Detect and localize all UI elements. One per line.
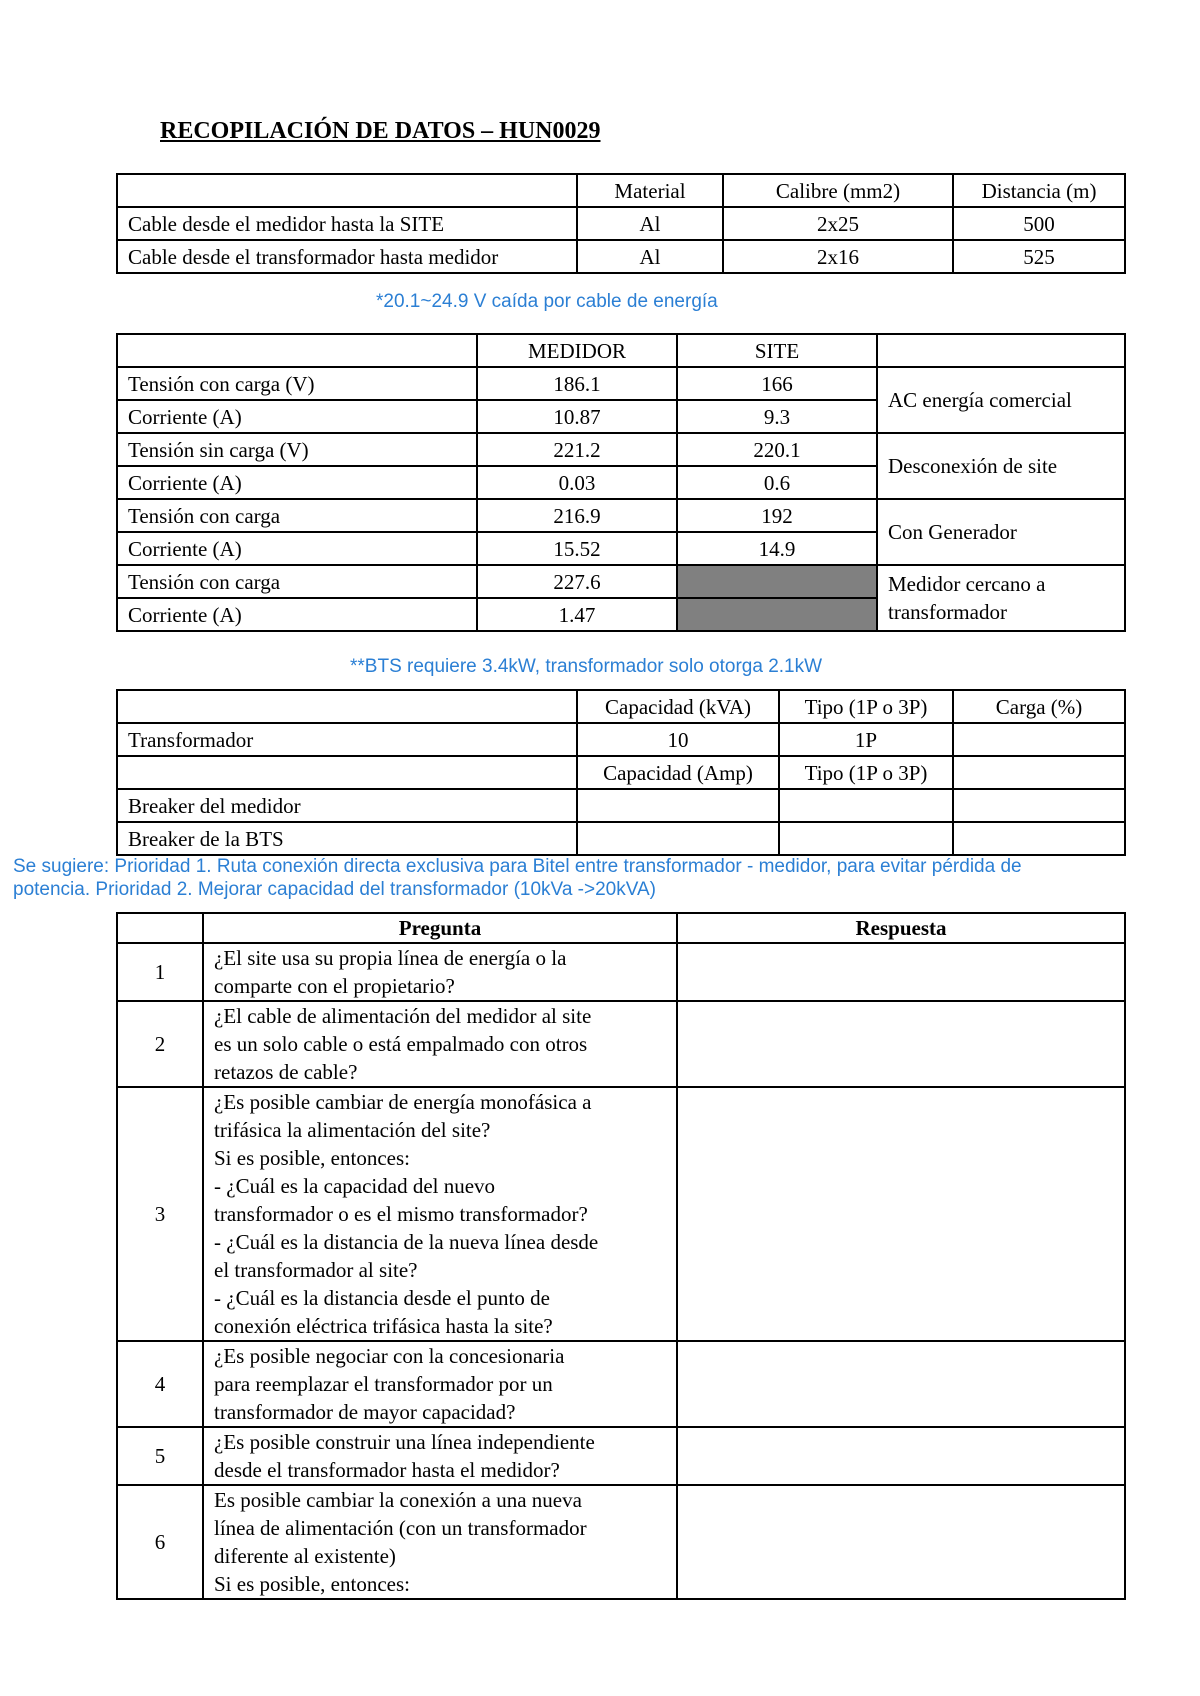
measurement-site-shaded-cell (677, 565, 877, 598)
question-text (203, 1427, 677, 1485)
question-line: línea de alimentación (con un transformador (214, 1516, 587, 1540)
breaker-row (117, 822, 1125, 855)
measurement-row (117, 499, 1125, 532)
measurement-medidor-value: 10.87 (477, 400, 677, 433)
cable-row-distancia: 500 (953, 207, 1125, 240)
breaker-blank (953, 822, 1125, 855)
question-line: ¿Es posible cambiar de energía monofásica a (214, 1090, 592, 1114)
measurement-medidor-value: 0.03 (477, 466, 677, 499)
measurement-row (117, 367, 1125, 400)
question-line: Si es posible, entonces: (214, 1572, 410, 1596)
measurement-header-blank-right (877, 334, 1125, 367)
question-row (117, 943, 1125, 1001)
measurement-medidor-value: 227.6 (477, 565, 677, 598)
breaker-header-blank (117, 756, 577, 789)
measurement-medidor-value: 1.47 (477, 598, 677, 631)
measurement-site-value: 192 (677, 499, 877, 532)
question-text (203, 943, 677, 1001)
measurement-header-blank (117, 334, 477, 367)
question-text (203, 1485, 677, 1599)
transformer-header-row (117, 690, 1125, 723)
question-line: - ¿Cuál es la capacidad del nuevo (214, 1174, 496, 1198)
transformer-carga-value (953, 723, 1125, 756)
question-number: 6 (117, 1485, 203, 1599)
measurement-medidor-value: 221.2 (477, 433, 677, 466)
question-line: ¿Es posible negociar con la concesionaria (214, 1344, 565, 1368)
transformer-header-carga: Carga (%) (953, 690, 1125, 723)
cable-row-label: Cable desde el medidor hasta la SITE (117, 207, 577, 240)
cable-row-distancia: 525 (953, 240, 1125, 273)
measurement-label: Tensión con carga (V) (117, 367, 477, 400)
measurement-row (117, 565, 1125, 598)
measurement-site-value: 166 (677, 367, 877, 400)
question-number: 5 (117, 1427, 203, 1485)
question-row (117, 1001, 1125, 1087)
breaker-label: Breaker de la BTS (117, 822, 577, 855)
question-header-number (117, 913, 203, 943)
cable-table (116, 173, 1126, 274)
cable-row-material: Al (577, 240, 723, 273)
measurement-header-medidor: MEDIDOR (477, 334, 677, 367)
measurement-label: Tensión con carga (117, 565, 477, 598)
measurement-label: Tensión con carga (117, 499, 477, 532)
measurement-medidor-value: 15.52 (477, 532, 677, 565)
breaker-row (117, 789, 1125, 822)
breaker-header-capacidad: Capacidad (Amp) (577, 756, 779, 789)
question-header-respuesta: Respuesta (677, 913, 1125, 943)
cable-row-label: Cable desde el transformador hasta medidor (117, 240, 577, 273)
page-title: RECOPILACIÓN DE DATOS – HUN0029 (160, 118, 601, 144)
transformer-capacidad-value: 10 (577, 723, 779, 756)
answer-cell (677, 1341, 1125, 1427)
measurement-site-shaded-cell (677, 598, 877, 631)
question-text (203, 1001, 677, 1087)
cable-row (117, 207, 1125, 240)
measurement-site-value: 14.9 (677, 532, 877, 565)
answer-cell (677, 1087, 1125, 1341)
question-line: retazos de cable? (214, 1060, 358, 1084)
bts-power-note: **BTS requiere 3.4kW, transformador solo otorga 2.1kW (350, 656, 823, 677)
question-line: ¿El cable de alimentación del medidor al site (214, 1004, 592, 1028)
question-line: comparte con el propietario? (214, 974, 455, 998)
question-line: Es posible cambiar la conexión a una nueva (214, 1488, 582, 1512)
question-line: el transformador al site? (214, 1258, 418, 1282)
question-line: - ¿Cuál es la distancia de la nueva línea desde (214, 1230, 599, 1254)
answer-cell (677, 1485, 1125, 1599)
question-line: conexión eléctrica trifásica hasta la site? (214, 1314, 553, 1338)
question-row (117, 1427, 1125, 1485)
breaker-header-blank-right (953, 756, 1125, 789)
cable-row (117, 240, 1125, 273)
question-row (117, 1341, 1125, 1427)
measurement-medidor-value: 216.9 (477, 499, 677, 532)
measurement-table (116, 333, 1126, 632)
measurement-label: Tensión sin carga (V) (117, 433, 477, 466)
measurement-site-value: 220.1 (677, 433, 877, 466)
measurement-row (117, 433, 1125, 466)
breaker-label: Breaker del medidor (117, 789, 577, 822)
question-number: 3 (117, 1087, 203, 1341)
question-line: trifásica la alimentación del site? (214, 1118, 491, 1142)
question-line: desde el transformador hasta el medidor? (214, 1458, 560, 1482)
measurement-header-row (117, 334, 1125, 367)
measurement-group-label: Desconexión de site (877, 433, 1125, 499)
measurement-group-label: Medidor cercano a transformador (877, 565, 1125, 631)
question-text (203, 1341, 677, 1427)
measurement-label: Corriente (A) (117, 466, 477, 499)
breaker-blank (953, 789, 1125, 822)
measurement-site-value: 9.3 (677, 400, 877, 433)
question-table (116, 912, 1126, 1600)
voltage-drop-note: *20.1~24.9 V caída por cable de energía (376, 291, 718, 312)
measurement-label: Corriente (A) (117, 598, 477, 631)
cable-row-material: Al (577, 207, 723, 240)
question-number: 4 (117, 1341, 203, 1427)
question-line: transformador de mayor capacidad? (214, 1400, 516, 1424)
answer-cell (677, 943, 1125, 1001)
suggestion-line-1: Se sugiere: Prioridad 1. Ruta conexión directa exclusiva para Bitel entre transformador - medidor, para evitar pérdida de (13, 856, 1022, 877)
breaker-capacidad-value (577, 789, 779, 822)
breaker-header-row (117, 756, 1125, 789)
measurement-label: Corriente (A) (117, 400, 477, 433)
suggestion-line-2: potencia. Prioridad 2. Mejorar capacidad del transformador (10kVa ->20kVA) (13, 879, 656, 900)
breaker-capacidad-value (577, 822, 779, 855)
question-line: Si es posible, entonces: (214, 1146, 410, 1170)
question-line: - ¿Cuál es la distancia desde el punto de (214, 1286, 550, 1310)
transformer-header-capacidad: Capacidad (kVA) (577, 690, 779, 723)
cable-header-row (117, 174, 1125, 207)
question-line: transformador o es el mismo transformador? (214, 1202, 588, 1226)
transformer-row (117, 723, 1125, 756)
answer-cell (677, 1001, 1125, 1087)
cable-header-calibre: Calibre (mm2) (723, 174, 953, 207)
breaker-tipo-value (779, 789, 953, 822)
breaker-tipo-value (779, 822, 953, 855)
transformer-tipo-value: 1P (779, 723, 953, 756)
question-line: ¿El site usa su propia línea de energía o la (214, 946, 567, 970)
question-row (117, 1485, 1125, 1599)
question-line: diferente al existente) (214, 1544, 396, 1568)
question-line: ¿Es posible construir una línea independiente (214, 1430, 595, 1454)
breaker-header-tipo: Tipo (1P o 3P) (779, 756, 953, 789)
transformer-table (116, 689, 1126, 856)
question-header-row (117, 913, 1125, 943)
transformer-label: Transformador (117, 723, 577, 756)
measurement-medidor-value: 186.1 (477, 367, 677, 400)
question-row (117, 1087, 1125, 1341)
question-text (203, 1087, 677, 1341)
cable-header-material: Material (577, 174, 723, 207)
question-line: para reemplazar el transformador por un (214, 1372, 553, 1396)
question-header-pregunta: Pregunta (203, 913, 677, 943)
measurement-group-label: Con Generador (877, 499, 1125, 565)
measurement-site-value: 0.6 (677, 466, 877, 499)
measurement-label: Corriente (A) (117, 532, 477, 565)
question-number: 1 (117, 943, 203, 1001)
cable-row-calibre: 2x16 (723, 240, 953, 273)
transformer-header-blank (117, 690, 577, 723)
answer-cell (677, 1427, 1125, 1485)
cable-header-blank (117, 174, 577, 207)
question-number: 2 (117, 1001, 203, 1087)
cable-header-distancia: Distancia (m) (953, 174, 1125, 207)
transformer-header-tipo: Tipo (1P o 3P) (779, 690, 953, 723)
measurement-group-label: AC energía comercial (877, 367, 1125, 433)
question-line: es un solo cable o está empalmado con otros (214, 1032, 588, 1056)
measurement-header-site: SITE (677, 334, 877, 367)
cable-row-calibre: 2x25 (723, 207, 953, 240)
